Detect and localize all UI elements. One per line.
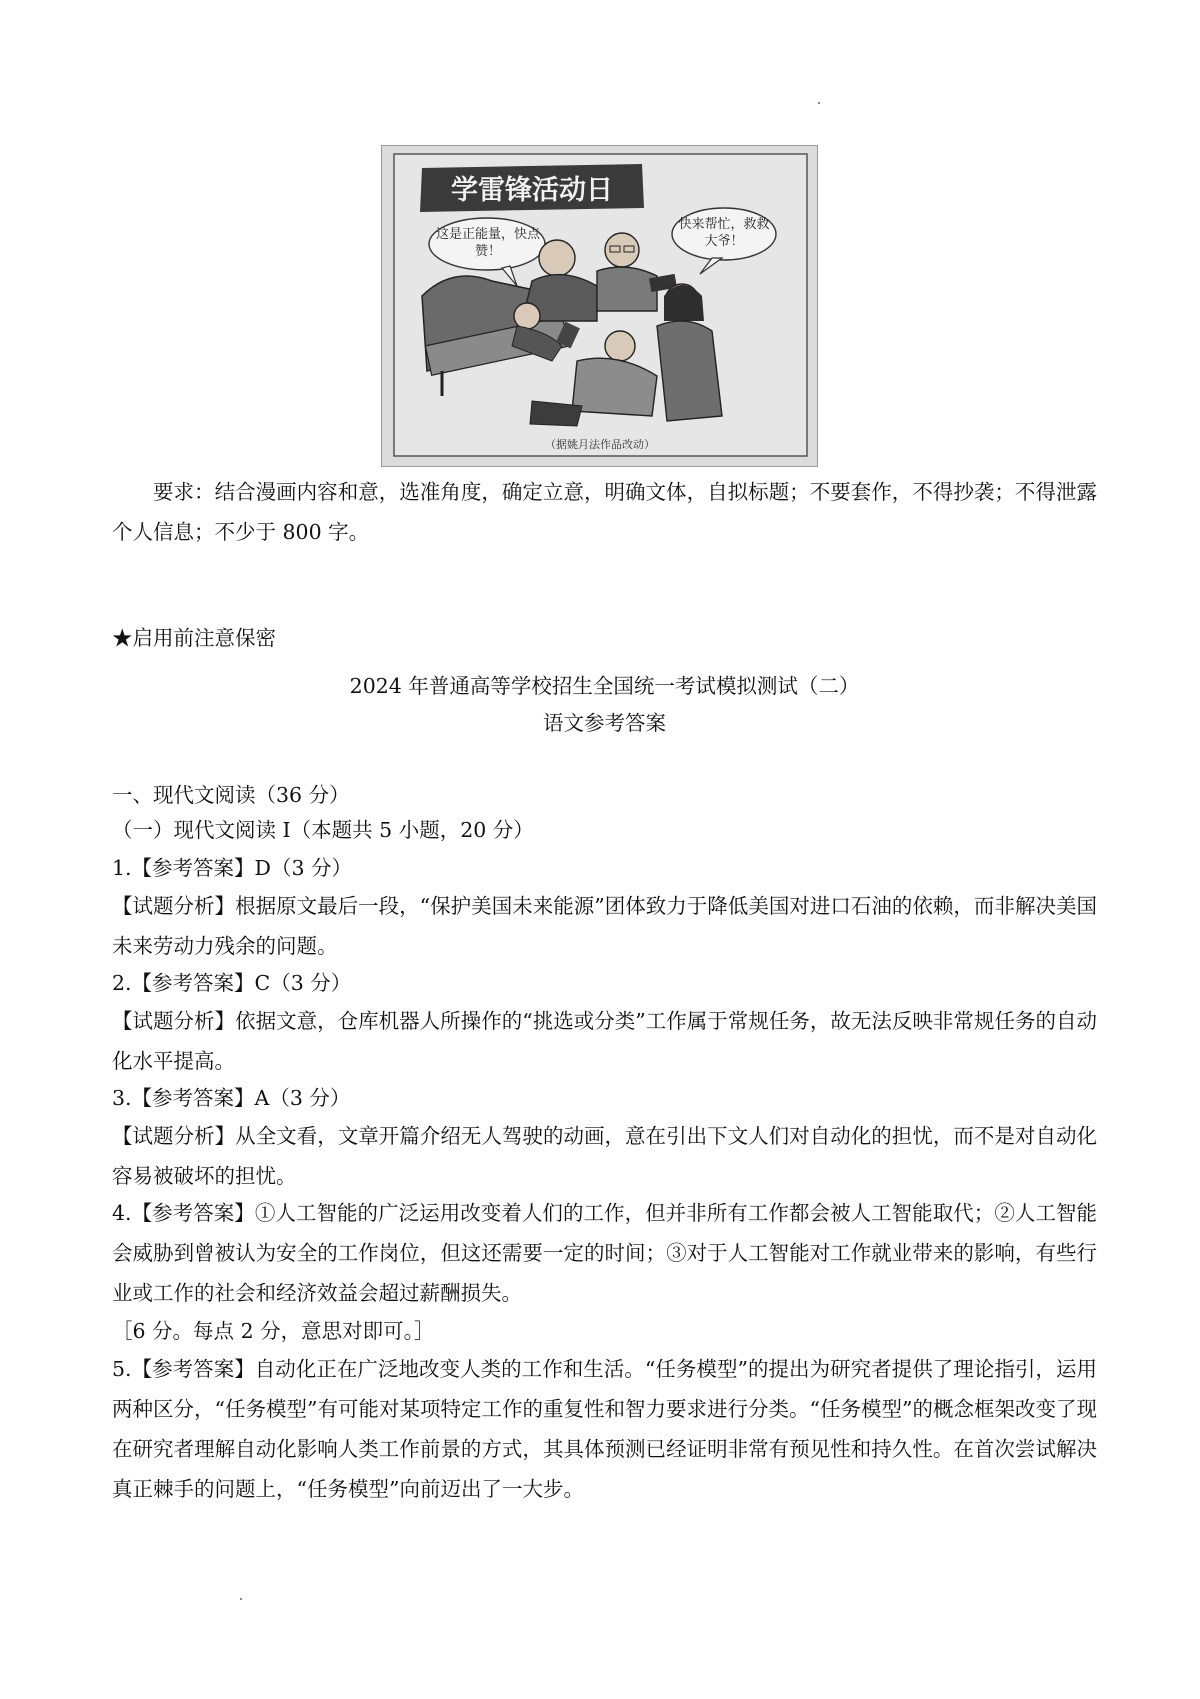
essay-requirement: 要求：结合漫画内容和意，选准角度，确定立意，明确文体，自拟标题；不要套作，不得抄袭；不得泄露个人信息；不少于 800 字。 (112, 480, 1097, 544)
q2-analysis: 【试题分析】依据文意，仓库机器人所操作的“挑选或分类”工作属于常规任务，故无法反映非常规任务的自动化水平提高。 (112, 1009, 1097, 1073)
q1-answer: 1.【参考答案】D（3 分） (112, 856, 353, 880)
q3-analysis: 【试题分析】从全文看，文章开篇介绍无人驾驶的动画，意在引出下文人们对自动化的担忧，而不是对自动化容易被破坏的担忧。 (112, 1124, 1097, 1188)
subsection-heading: （一）现代文阅读 I（本题共 5 小题，20 分） (112, 818, 534, 842)
cartoon-bubble-left: 这是正能量，快点赞！ (435, 227, 540, 259)
confidential-notice: ★启用前注意保密 (112, 626, 276, 650)
cartoon-illustration (381, 145, 818, 467)
q4-scoring-note: ［6 分。每点 2 分，意思对即可。］ (112, 1319, 435, 1343)
cartoon-caption: （据姚月法作品改动） (545, 438, 655, 451)
section-heading: 一、现代文阅读（36 分） (112, 783, 350, 807)
answer-key-title: 语文参考答案 (543, 711, 666, 735)
scan-dot (240, 1598, 242, 1600)
q3-answer: 3.【参考答案】A（3 分） (112, 1086, 351, 1110)
exam-title: 2024 年普通高等学校招生全国统一考试模拟测试（二） (349, 674, 860, 698)
scan-dot (818, 102, 820, 104)
q2-answer: 2.【参考答案】C（3 分） (112, 971, 352, 995)
q5-answer: 5.【参考答案】自动化正在广泛地改变人类的工作和生活。“任务模型”的提出为研究者提供了理论指引，运用两种区分，“任务模型”有可能对某项特定工作的重复性和智力要求进行分类。“任务模型”的概念框架改变了现在研究者理解自动化影响人类工作前景的方式，其具体预测已经证明非常有预见性和持久性。在首次尝试解决真正棘手的问题上，“任务模型”向前迈出了一大步。 (112, 1357, 1097, 1501)
q1-analysis: 【试题分析】根据原文最后一段，“保护美国未来能源”团体致力于降低美国对进口石油的依赖，而非解决美国未来劳动力残余的问题。 (112, 894, 1097, 958)
q4-answer: 4.【参考答案】①人工智能的广泛运用改变着人们的工作，但并非所有工作都会被人工智能取代；②人工智能会威胁到曾被认为安全的工作岗位，但这还需要一定的时间；③对于人工智能对工作就业带来的影响，有些行业或工作的社会和经济效益会超过薪酬损失。 (112, 1201, 1097, 1305)
cartoon-bubble-right: 快来帮忙，救救大爷！ (678, 217, 770, 249)
cartoon-banner-text: 学雷锋活动日 (451, 175, 613, 206)
